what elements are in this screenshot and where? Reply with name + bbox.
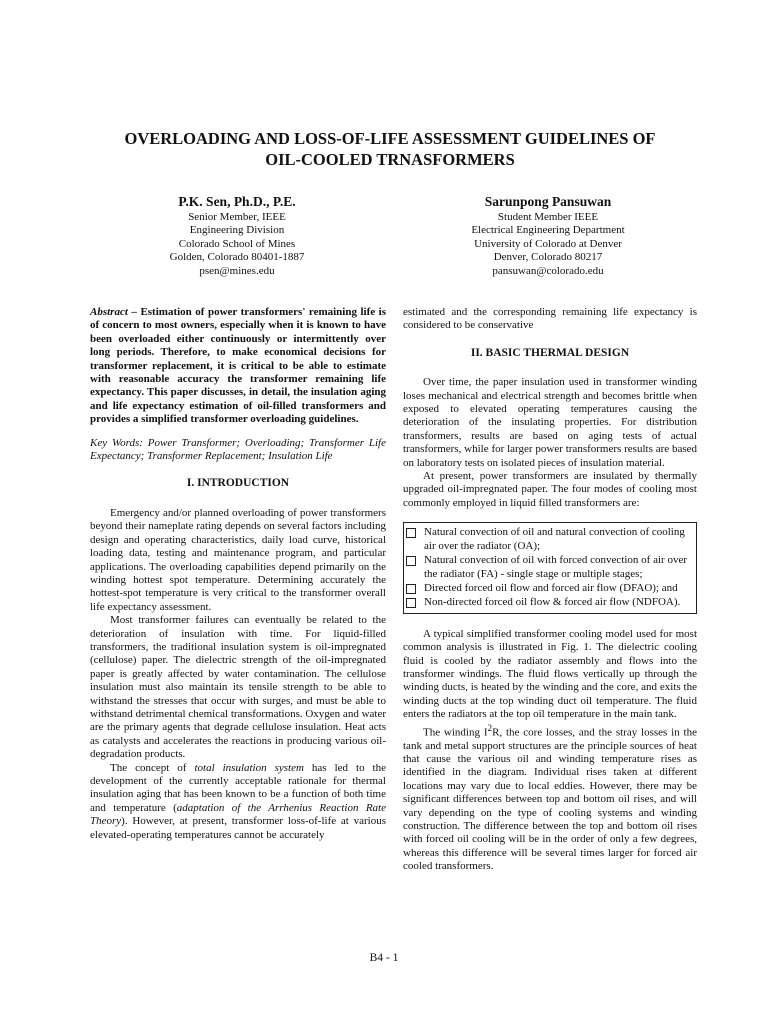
cooling-modes-list <box>403 522 697 613</box>
thermal-paragraph-3: A typical simplified transformer cooling model used for most common analysis is illustrated in Fig. 1. The dielectric cooling fluid is cooled by the radiator assembly and flows into the transformer windings. The fluid flows vertically up through the winding ducts, is heated by the winding and the core, and exits the winding ducts at the top winding duct oil temperature. The fluid enters the radiators at the top oil temperature in the main tank. <box>403 627 697 721</box>
continued-paragraph: estimated and the corresponding remaining life expectancy is considered to be conservative <box>403 306 697 332</box>
title-line-2: OIL-COOLED TRNASFORMERS <box>265 150 515 169</box>
keywords <box>90 437 386 464</box>
emphasis-arrhenius: adaptation of the Arrhenius Reaction Rate Theory <box>90 801 386 828</box>
checkbox-icon <box>406 598 416 608</box>
page-number: B4 - 1 <box>369 952 399 964</box>
thermal-paragraph-1: Over time, the paper insulation used in transformer winding loses mechanical and electrical strength and becomes brittle when exposed to elevated operating temperatures causing the deterioration of the insulating properties. For distribution transformers, results are based on aging tests of actual transformers, while for larger power transformers results are based on laboratory tests on isolated pieces of insulation material. <box>403 376 697 469</box>
text-span: R, the core losses, and the stray losses in the tank and metal support structures are the principle sources of heat that cause the various oil and winding temperature rises as identified in the diagram. Individual rises taken at different locations may vary due to local eddies. However, there may be significant differences between top and bottom oil rises, and will vary depending on the type of cooling systems and winding construction. The difference between the top and bottom oil rises with forced oil cooling will be in the order of only a few degrees, whereas this difference will be several times larger for forced air cooled transformers. <box>403 726 697 873</box>
text-span: The winding I <box>423 726 488 739</box>
author-address: Golden, Colorado 80401-1887 <box>169 251 305 263</box>
cooling-mode-text: Natural convection of oil and natural convection of cooling air over the radiator (OA); <box>424 526 685 552</box>
text-span: has led to the development of the currently acceptable rationale for thermal insulation aging that has been known to be a function of both time and temperature ( <box>90 761 386 814</box>
right-column <box>403 306 697 874</box>
author-division: Engineering Division <box>189 224 285 236</box>
checkbox-icon <box>406 556 416 566</box>
thermal-paragraph-4 <box>403 722 697 874</box>
author-name: Sarunpong Pansuwan <box>484 194 612 209</box>
cooling-mode-text: Natural convection of oil with forced convection of air over the radiator (FA) - single stage or multiple stages; <box>424 554 687 580</box>
text-span: ). However, at present, transformer loss-of-life at various elevated-operating temperatures cannot be accurately <box>90 815 386 841</box>
checkbox-icon <box>406 528 416 538</box>
text-span: The concept of <box>110 761 195 774</box>
cooling-mode-text: Non-directed forced oil flow & forced air flow (NDFOA). <box>424 596 681 609</box>
thermal-paragraph-2: At present, power transformers are insulated by thermally upgraded oil-impregnated paper. The four modes of cooling most commonly employed in liquid filled transformers are: <box>403 470 697 509</box>
author-department: Electrical Engineering Department <box>471 224 625 236</box>
intro-paragraph-2: Most transformer failures can eventually be related to the deterioration of insulation with time. For liquid-filled transformers, the traditional insulation system is oil-impregnated (cellulose) paper. The dielectric strength of the oil-impregnated paper is greatly affected by water contamination. The cellulose insulation must also maintain its tensile strength to be able to withstand the stresses that occur with surges, and must be able to withstand detrimental chemical transformations. Oxygen and water are the primary agents that degrade cellulose insulation. Heat acts as catalysts and accelerates the reactions in producing various oil-degradation products. <box>90 614 386 761</box>
author-block-sen <box>107 195 367 278</box>
author-name: P.K. Sen, Ph.D., P.E. <box>178 194 296 209</box>
superscript-two: 2 <box>487 722 493 733</box>
author-membership: Senior Member, IEEE <box>188 210 286 223</box>
author-institution: University of Colorado at Denver <box>474 237 622 250</box>
abstract-lead: Abstract <box>90 306 128 318</box>
intro-paragraph-3 <box>90 762 386 842</box>
keywords-text: Power Transformer; Overloading; Transformer Life Expectancy; Transformer Replacement; Insulation Life <box>90 436 386 463</box>
checkbox-icon <box>406 584 416 594</box>
cooling-mode-item <box>406 554 692 581</box>
cooling-mode-item <box>406 526 692 553</box>
abstract <box>90 306 386 427</box>
emphasis-total-insulation: total insulation system <box>194 761 304 774</box>
author-block-pansuwan <box>418 195 678 278</box>
author-address: Denver, Colorado 80217 <box>493 251 603 263</box>
author-email: pansuwan@colorado.edu <box>492 264 604 277</box>
section-heading-thermal-design: II. BASIC THERMAL DESIGN <box>470 346 630 359</box>
section-heading-introduction: I. INTRODUCTION <box>186 477 290 490</box>
title-line-1: OVERLOADING AND LOSS-OF-LIFE ASSESSMENT GUIDELINES OF <box>124 129 656 148</box>
author-email: psen@mines.edu <box>199 264 275 277</box>
keywords-lead: Key Words: <box>90 436 143 449</box>
author-membership: Student Member IEEE <box>497 210 599 223</box>
cooling-mode-text: Directed forced oil flow and forced air flow (DFAO); and <box>424 581 678 594</box>
cooling-mode-item <box>406 596 692 609</box>
intro-paragraph-1: Emergency and/or planned overloading of power transformers beyond their nameplate rating depends on several factors including design and operating characteristics, daily load curve, historical loading data, testing and maintenance program, and particular applications. The overloading capabilities depend primarily on the winding hottest spot temperature. Determining accurately the hottest-spot temperature is very critical to the transformer overall life expectancy assessment. <box>90 506 386 613</box>
author-institution: Colorado School of Mines <box>178 237 296 250</box>
cooling-mode-item <box>406 582 692 595</box>
left-column <box>90 306 386 842</box>
abstract-text: – Estimation of power transformers' remaining life is of concern to most owners, especially when it is known to have been overloaded either continuously or intermittently over long periods. Therefore, to make economical decisions for transformer replacement, it is critical to be able to estimate with reasonable accuracy the transformer remaining life expectancy. This paper discusses, in detail, the insulation aging and life expectancy estimation of oil-filled transformers and provides a simplified transformer overloading guidelines. <box>90 306 386 426</box>
paper-title <box>90 128 690 170</box>
